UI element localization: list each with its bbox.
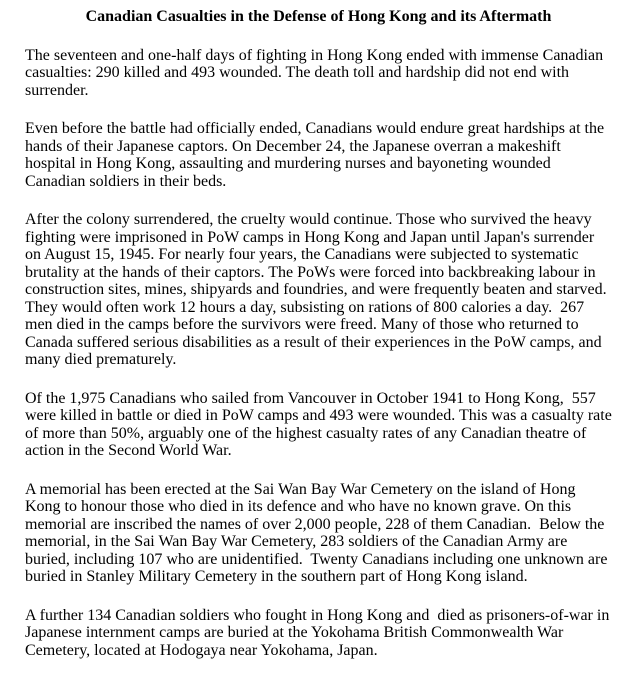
document-title: Canadian Casualties in the Defense of Hong Kong and its Aftermath (85, 8, 552, 25)
paragraph-casualty-summary: The seventeen and one-half days of fighting in Hong Kong ended with immense Canadian casualties: 290 killed and 493 wounded. The death toll and hardship did not end with surrender. (25, 46, 608, 99)
paragraph-hospital-atrocity: Even before the battle had officially ended, Canadians would endure great hardships at the hands of their Japanese captors. On December 24, the Japanese overran a makeshift hospital in Hong Kong, assaulting and murdering nurses and bayoneting wounded Canadian soldiers in their beds. (25, 120, 609, 190)
paragraph-pow-camps: After the colony surrendered, the cruelty would continue. Those who survived the heavy fighting were imprisoned in PoW camps in Hong Kong and Japan until Japan's surrender on August 15, 1945. For nearly four years, the Canadians were subjected to systematic brutality at the hands of their captors. The PoWs were forced into backbreaking labour in construction sites, mines, shipyards and foundries, and were frequently beaten and starved. They would often work 12 hours a day, subsisting on rations of 800 calories a day. 267 men died in the camps before the survivors were freed. Many of those who returned to Canada suffered serious disabilities as a result of their experiences in the PoW camps, and many died prematurely. (25, 211, 615, 368)
paragraph-casualty-rate: Of the 1,975 Canadians who sailed from Vancouver in October 1941 to Hong Kong, 557 were killed in battle or died in PoW camps and 493 were wounded. This was a casualty rate of more than 50%, arguably one of the highest casualty rates of any Canadian theatre of action in the Second World War. (25, 389, 616, 459)
paragraph-yokohama-cemetery: A further 134 Canadian soldiers who fought in Hong Kong and died as prisoners-of-war in Japanese internment camps are buried at the Yokohama British Commonwealth War Cemetery, located at Hodogaya near Yokohama, Japan. (25, 606, 614, 659)
paragraph-sai-wan-memorial: A memorial has been erected at the Sai Wan Bay War Cemetery on the island of Hong Kong to honour those who died in its defence and who have no known grave. On this memorial are inscribed the names of over 2,000 people, 228 of them Canadian. Below the memorial, in the Sai Wan Bay War Cemetery, 283 soldiers of the Canadian Army are buried, including 107 who are unidentified. Twenty Canadians including one unknown are buried in Stanley Military Cemetery in the southern part of Hong Kong island. (25, 480, 612, 585)
